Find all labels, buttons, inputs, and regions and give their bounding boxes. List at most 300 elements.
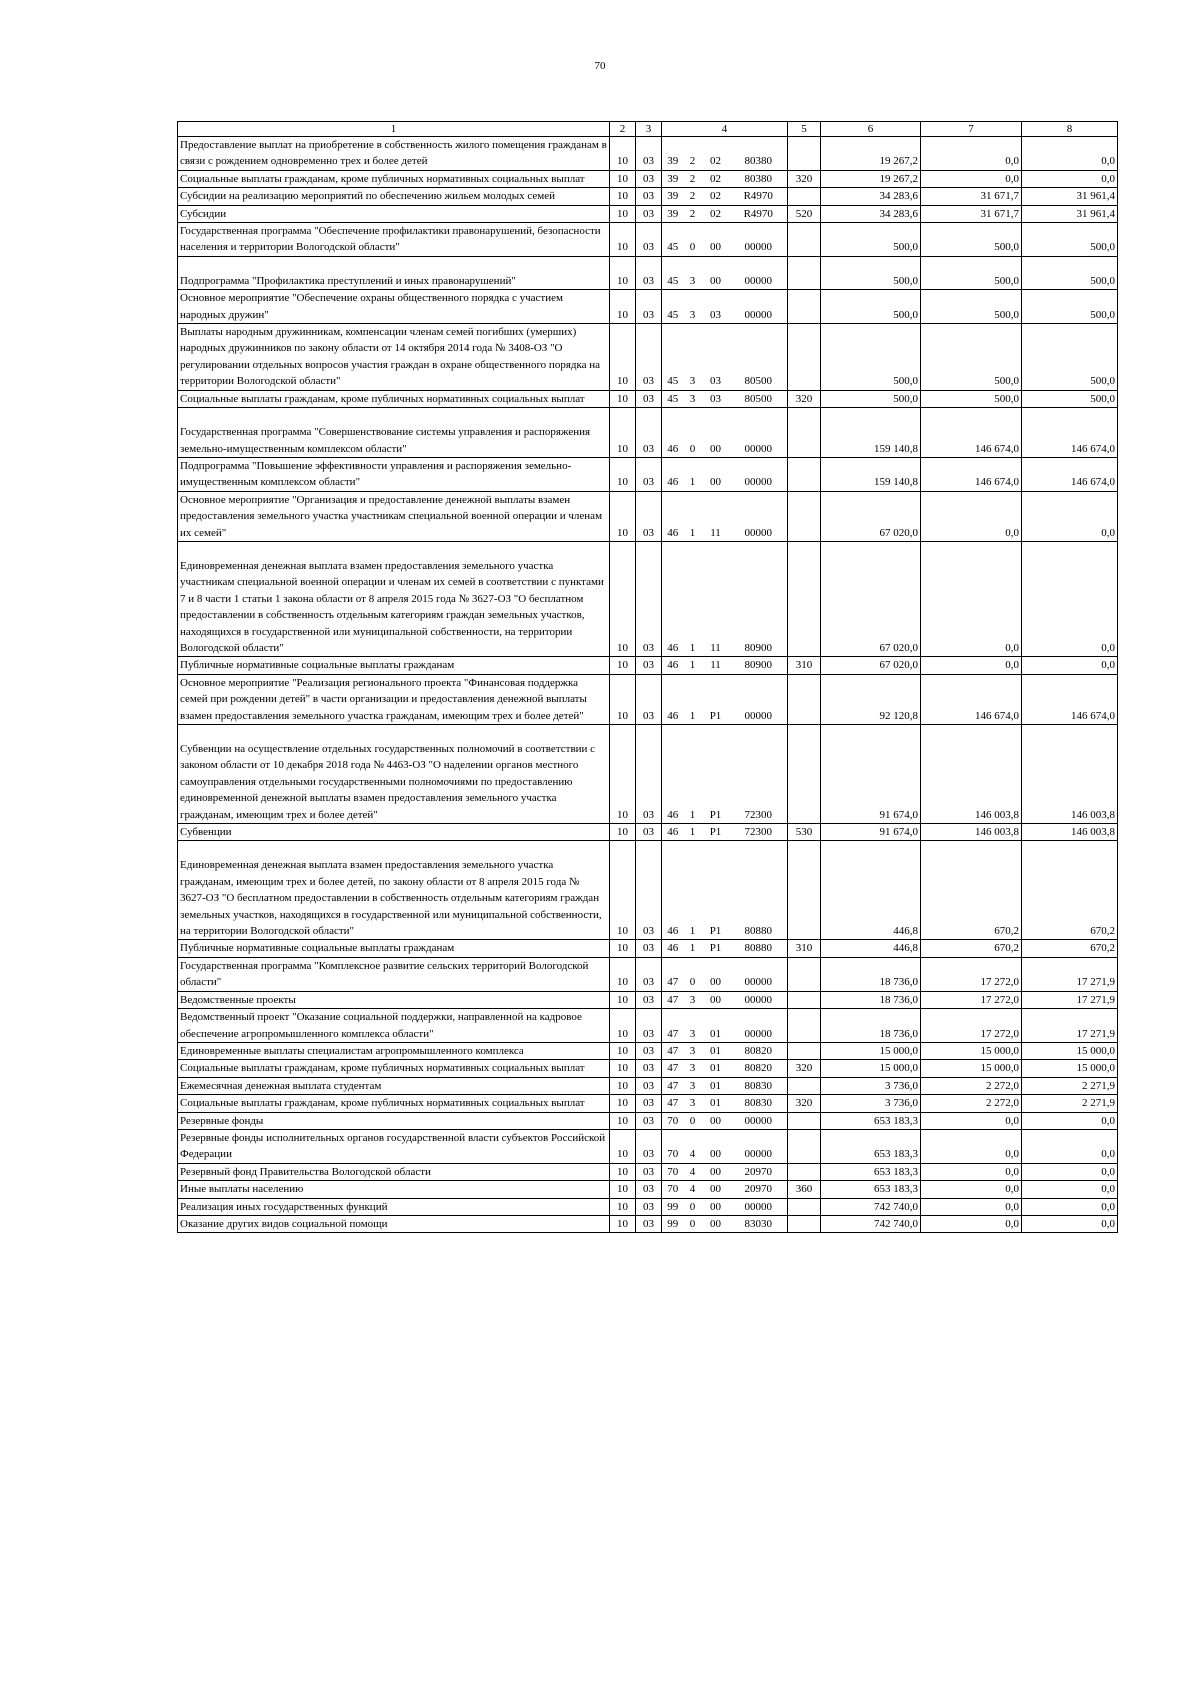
target-code-activity: 00 [702,457,730,491]
target-code-subprogram: 3 [684,324,702,391]
target-code-program: 46 [662,674,684,724]
row-name: Ведомственный проект "Оказание социальной поддержки, направленной на кадровое обеспечение агропромышленного комплекса области" [178,1009,610,1043]
subsection-code: 03 [636,1198,662,1215]
expense-type-code [788,1198,821,1215]
row-name: Государственная программа "Совершенствование системы управления и распоряжения земельно-имущественным комплексом области" [178,408,610,458]
amount-col-8: 17 271,9 [1022,1009,1118,1043]
section-code: 10 [610,1077,636,1094]
target-code-activity: 00 [702,1198,730,1215]
subsection-code: 03 [636,1112,662,1129]
target-code-subprogram: 1 [684,541,702,656]
row-name: Социальные выплаты гражданам, кроме публичных нормативных социальных выплат [178,390,610,407]
section-code: 10 [610,1129,636,1163]
table-row [178,1060,1118,1077]
section-code: 10 [610,223,636,257]
target-code-program: 46 [662,824,684,841]
expense-type-code [788,223,821,257]
expense-type-code [788,1163,821,1180]
header-cell: 4 [662,122,788,137]
target-code-program: 46 [662,725,684,824]
section-code: 10 [610,1112,636,1129]
subsection-code: 03 [636,1215,662,1232]
amount-col-6: 159 140,8 [821,457,921,491]
target-code-program: 39 [662,170,684,187]
table-row [178,408,1118,458]
table-row [178,223,1118,257]
subsection-code: 03 [636,657,662,674]
target-code-direction: R4970 [730,205,788,222]
expense-type-code [788,1042,821,1059]
amount-col-7: 146 003,8 [921,725,1022,824]
target-code-direction: R4970 [730,188,788,205]
amount-col-6: 67 020,0 [821,491,921,541]
amount-col-6: 67 020,0 [821,657,921,674]
amount-col-8: 0,0 [1022,657,1118,674]
table-row [178,541,1118,656]
table-row [178,1112,1118,1129]
amount-col-7: 17 272,0 [921,1009,1022,1043]
section-code: 10 [610,841,636,940]
target-code-subprogram: 3 [684,290,702,324]
target-code-direction: 00000 [730,674,788,724]
amount-col-8: 146 674,0 [1022,457,1118,491]
expense-type-code: 320 [788,170,821,187]
table-row [178,170,1118,187]
subsection-code: 03 [636,457,662,491]
amount-col-6: 653 183,3 [821,1163,921,1180]
amount-col-6: 91 674,0 [821,824,921,841]
amount-col-8: 146 674,0 [1022,674,1118,724]
subsection-code: 03 [636,188,662,205]
amount-col-7: 0,0 [921,1163,1022,1180]
amount-col-7: 15 000,0 [921,1042,1022,1059]
subsection-code: 03 [636,1060,662,1077]
amount-col-6: 653 183,3 [821,1129,921,1163]
amount-col-6: 500,0 [821,324,921,391]
amount-col-6: 653 183,3 [821,1181,921,1198]
table-row [178,1163,1118,1180]
table-row [178,991,1118,1008]
target-code-direction: 80380 [730,137,788,171]
target-code-program: 99 [662,1198,684,1215]
target-code-direction: 00000 [730,290,788,324]
amount-col-8: 146 003,8 [1022,824,1118,841]
amount-col-7: 2 272,0 [921,1077,1022,1094]
section-code: 10 [610,457,636,491]
amount-col-6: 3 736,0 [821,1077,921,1094]
amount-col-8: 0,0 [1022,1112,1118,1129]
amount-col-6: 19 267,2 [821,170,921,187]
target-code-program: 47 [662,1042,684,1059]
table-row [178,491,1118,541]
target-code-program: 39 [662,188,684,205]
row-name: Оказание других видов социальной помощи [178,1215,610,1232]
row-name: Резервный фонд Правительства Вологодской области [178,1163,610,1180]
subsection-code: 03 [636,824,662,841]
row-name: Единовременная денежная выплата взамен предоставления земельного участка гражданам, имеющим трех и более детей, по закону области от 8 апреля 2015 года № 3627-ОЗ "О бесплатном предоставлении в собственность отдельным категориям граждан земельных участков, находящихся в государственной или муниципальной собственности, на территории Вологодской области" [178,841,610,940]
expense-type-code [788,457,821,491]
expense-type-code [788,674,821,724]
target-code-direction: 00000 [730,223,788,257]
target-code-subprogram: 2 [684,137,702,171]
target-code-activity: 01 [702,1095,730,1112]
section-code: 10 [610,657,636,674]
table-row [178,324,1118,391]
amount-col-8: 0,0 [1022,1163,1118,1180]
target-code-subprogram: 3 [684,1042,702,1059]
target-code-subprogram: 3 [684,390,702,407]
expense-type-code: 320 [788,1060,821,1077]
header-row [178,122,1118,137]
subsection-code: 03 [636,223,662,257]
amount-col-7: 500,0 [921,390,1022,407]
table-row [178,957,1118,991]
target-code-direction: 83030 [730,1215,788,1232]
amount-col-6: 500,0 [821,390,921,407]
target-code-activity: 03 [702,324,730,391]
target-code-program: 47 [662,1077,684,1094]
amount-col-6: 15 000,0 [821,1060,921,1077]
section-code: 10 [610,957,636,991]
amount-col-6: 500,0 [821,256,921,289]
section-code: 10 [610,1198,636,1215]
target-code-program: 47 [662,1095,684,1112]
row-name: Государственная программа "Обеспечение профилактики правонарушений, безопасности населения и территории Вологодской области" [178,223,610,257]
amount-col-8: 670,2 [1022,940,1118,957]
amount-col-7: 17 272,0 [921,957,1022,991]
amount-col-8: 146 674,0 [1022,408,1118,458]
row-name: Резервные фонды исполнительных органов государственной власти субъектов Российской Федерации [178,1129,610,1163]
target-code-program: 70 [662,1129,684,1163]
row-name: Подпрограмма "Профилактика преступлений и иных правонарушений" [178,256,610,289]
amount-col-7: 0,0 [921,1198,1022,1215]
target-code-activity: 02 [702,137,730,171]
row-name: Социальные выплаты гражданам, кроме публичных нормативных социальных выплат [178,1095,610,1112]
amount-col-7: 670,2 [921,841,1022,940]
amount-col-6: 34 283,6 [821,188,921,205]
section-code: 10 [610,824,636,841]
subsection-code: 03 [636,841,662,940]
target-code-subprogram: 1 [684,940,702,957]
expense-type-code [788,324,821,391]
expense-type-code [788,541,821,656]
expense-type-code: 320 [788,390,821,407]
table-row [178,188,1118,205]
target-code-direction: 00000 [730,991,788,1008]
amount-col-8: 500,0 [1022,223,1118,257]
target-code-subprogram: 0 [684,223,702,257]
subsection-code: 03 [636,390,662,407]
target-code-program: 70 [662,1112,684,1129]
expense-type-code: 530 [788,824,821,841]
target-code-direction: 80500 [730,324,788,391]
row-name: Единовременная денежная выплата взамен предоставления земельного участка участникам специальной военной операции и членам их семей в соответствии с пунктами 7 и 8 части 1 статьи 1 закона области от 8 апреля 2015 года № 3627-ОЗ "О бесплатном предоставлении в собственность отдельным категориям граждан земельных участков, находящихся в государственной или муниципальной собственности, на территории Вологодской области" [178,541,610,656]
target-code-subprogram: 3 [684,1077,702,1094]
section-code: 10 [610,1181,636,1198]
row-name: Социальные выплаты гражданам, кроме публичных нормативных социальных выплат [178,170,610,187]
amount-col-8: 31 961,4 [1022,188,1118,205]
row-name: Единовременные выплаты специалистам агропромышленного комплекса [178,1042,610,1059]
amount-col-8: 0,0 [1022,541,1118,656]
target-code-subprogram: 2 [684,188,702,205]
section-code: 10 [610,170,636,187]
table-row [178,137,1118,171]
amount-col-7: 15 000,0 [921,1060,1022,1077]
amount-col-6: 446,8 [821,841,921,940]
expense-type-code [788,1077,821,1094]
section-code: 10 [610,1009,636,1043]
target-code-direction: 80880 [730,940,788,957]
target-code-subprogram: 2 [684,170,702,187]
target-code-activity: 00 [702,1129,730,1163]
subsection-code: 03 [636,1077,662,1094]
target-code-subprogram: 1 [684,674,702,724]
expense-type-code [788,491,821,541]
target-code-program: 46 [662,491,684,541]
target-code-activity: 02 [702,170,730,187]
target-code-program: 46 [662,940,684,957]
subsection-code: 03 [636,1095,662,1112]
target-code-program: 46 [662,841,684,940]
target-code-direction: 00000 [730,457,788,491]
amount-col-7: 670,2 [921,940,1022,957]
target-code-program: 46 [662,457,684,491]
amount-col-8: 0,0 [1022,1198,1118,1215]
amount-col-8: 0,0 [1022,1181,1118,1198]
target-code-activity: 00 [702,1181,730,1198]
row-name: Иные выплаты населению [178,1181,610,1198]
amount-col-7: 0,0 [921,541,1022,656]
target-code-direction: 80500 [730,390,788,407]
target-code-subprogram: 1 [684,841,702,940]
target-code-direction: 00000 [730,957,788,991]
subsection-code: 03 [636,205,662,222]
target-code-activity: 11 [702,541,730,656]
target-code-subprogram: 1 [684,725,702,824]
target-code-activity: 00 [702,1112,730,1129]
subsection-code: 03 [636,725,662,824]
expense-type-code [788,1215,821,1232]
expense-type-code [788,408,821,458]
target-code-activity: 11 [702,657,730,674]
amount-col-8: 500,0 [1022,290,1118,324]
section-code: 10 [610,205,636,222]
section-code: 10 [610,541,636,656]
row-name: Ежемесячная денежная выплата студентам [178,1077,610,1094]
target-code-activity: 00 [702,1215,730,1232]
amount-col-7: 2 272,0 [921,1095,1022,1112]
amount-col-6: 500,0 [821,223,921,257]
section-code: 10 [610,188,636,205]
amount-col-8: 0,0 [1022,1129,1118,1163]
subsection-code: 03 [636,1163,662,1180]
target-code-subprogram: 4 [684,1163,702,1180]
table-row [178,1215,1118,1232]
amount-col-7: 0,0 [921,170,1022,187]
budget-table [177,121,1118,1233]
amount-col-7: 146 674,0 [921,408,1022,458]
target-code-subprogram: 1 [684,491,702,541]
target-code-subprogram: 0 [684,1215,702,1232]
section-code: 10 [610,940,636,957]
section-code: 10 [610,1060,636,1077]
row-name: Основное мероприятие "Обеспечение охраны общественного порядка с участием народных дружин" [178,290,610,324]
amount-col-7: 31 671,7 [921,205,1022,222]
table-row [178,841,1118,940]
target-code-direction: 80380 [730,170,788,187]
target-code-program: 39 [662,137,684,171]
header-cell: 3 [636,122,662,137]
amount-col-6: 500,0 [821,290,921,324]
table-row [178,940,1118,957]
target-code-direction: 00000 [730,256,788,289]
target-code-direction: 80820 [730,1042,788,1059]
target-code-program: 45 [662,390,684,407]
target-code-direction: 00000 [730,1009,788,1043]
section-code: 10 [610,1215,636,1232]
table-row [178,1129,1118,1163]
amount-col-7: 146 674,0 [921,457,1022,491]
row-name: Публичные нормативные социальные выплаты гражданам [178,940,610,957]
target-code-direction: 80900 [730,657,788,674]
header-cell: 5 [788,122,821,137]
target-code-activity: P1 [702,940,730,957]
table-row [178,205,1118,222]
target-code-activity: 00 [702,408,730,458]
target-code-program: 70 [662,1181,684,1198]
row-name: Реализация иных государственных функций [178,1198,610,1215]
subsection-code: 03 [636,541,662,656]
table-row [178,1077,1118,1094]
row-name: Резервные фонды [178,1112,610,1129]
target-code-direction: 80830 [730,1077,788,1094]
target-code-program: 70 [662,1163,684,1180]
section-code: 10 [610,491,636,541]
amount-col-8: 500,0 [1022,390,1118,407]
amount-col-7: 146 674,0 [921,674,1022,724]
target-code-activity: 00 [702,957,730,991]
amount-col-7: 0,0 [921,657,1022,674]
table-row [178,725,1118,824]
row-name: Субвенции [178,824,610,841]
row-name: Подпрограмма "Повышение эффективности управления и распоряжения земельно-имущественным комплексом области" [178,457,610,491]
expense-type-code: 360 [788,1181,821,1198]
target-code-subprogram: 4 [684,1181,702,1198]
table-row [178,457,1118,491]
section-code: 10 [610,1163,636,1180]
expense-type-code [788,290,821,324]
target-code-direction: 20970 [730,1163,788,1180]
target-code-direction: 72300 [730,824,788,841]
amount-col-7: 0,0 [921,1129,1022,1163]
expense-type-code [788,1009,821,1043]
row-name: Выплаты народным дружинникам, компенсации членам семей погибших (умерших) народных дружинников по закону области от 14 октября 2014 года № 3408-ОЗ "О регулировании отдельных вопросов участия граждан в охране общественного порядка на территории Вологодской области" [178,324,610,391]
expense-type-code [788,725,821,824]
amount-col-8: 15 000,0 [1022,1060,1118,1077]
table-row [178,824,1118,841]
amount-col-6: 91 674,0 [821,725,921,824]
amount-col-8: 670,2 [1022,841,1118,940]
amount-col-7: 0,0 [921,1215,1022,1232]
amount-col-6: 15 000,0 [821,1042,921,1059]
page-number: 70 [594,60,606,72]
amount-col-6: 446,8 [821,940,921,957]
target-code-activity: P1 [702,824,730,841]
target-code-program: 45 [662,324,684,391]
amount-col-8: 500,0 [1022,256,1118,289]
expense-type-code [788,991,821,1008]
row-name: Публичные нормативные социальные выплаты гражданам [178,657,610,674]
section-code: 10 [610,1095,636,1112]
amount-col-8: 0,0 [1022,1215,1118,1232]
subsection-code: 03 [636,940,662,957]
amount-col-8: 500,0 [1022,324,1118,391]
target-code-direction: 00000 [730,1112,788,1129]
subsection-code: 03 [636,1129,662,1163]
target-code-subprogram: 3 [684,991,702,1008]
expense-type-code [788,841,821,940]
target-code-subprogram: 3 [684,1009,702,1043]
subsection-code: 03 [636,256,662,289]
row-name: Основное мероприятие "Организация и предоставление денежной выплаты взамен предоставления земельного участка участникам специальной военной операции и членам их семей" [178,491,610,541]
amount-col-7: 500,0 [921,223,1022,257]
target-code-program: 45 [662,256,684,289]
amount-col-8: 2 271,9 [1022,1077,1118,1094]
amount-col-6: 92 120,8 [821,674,921,724]
target-code-subprogram: 3 [684,1060,702,1077]
target-code-direction: 80820 [730,1060,788,1077]
table-row [178,674,1118,724]
expense-type-code: 310 [788,657,821,674]
subsection-code: 03 [636,491,662,541]
subsection-code: 03 [636,290,662,324]
table-row [178,290,1118,324]
amount-col-6: 18 736,0 [821,957,921,991]
target-code-program: 46 [662,657,684,674]
target-code-activity: 00 [702,256,730,289]
target-code-activity: 11 [702,491,730,541]
target-code-activity: P1 [702,725,730,824]
expense-type-code: 520 [788,205,821,222]
section-code: 10 [610,1042,636,1059]
target-code-subprogram: 4 [684,1129,702,1163]
table-row [178,1181,1118,1198]
target-code-program: 47 [662,991,684,1008]
expense-type-code [788,188,821,205]
section-code: 10 [610,991,636,1008]
target-code-activity: 01 [702,1009,730,1043]
target-code-activity: P1 [702,841,730,940]
target-code-activity: 01 [702,1060,730,1077]
table-body [178,122,1118,1233]
target-code-direction: 00000 [730,408,788,458]
subsection-code: 03 [636,137,662,171]
amount-col-8: 146 003,8 [1022,725,1118,824]
target-code-subprogram: 0 [684,957,702,991]
target-code-subprogram: 0 [684,1112,702,1129]
target-code-program: 45 [662,290,684,324]
amount-col-6: 67 020,0 [821,541,921,656]
header-cell: 2 [610,122,636,137]
section-code: 10 [610,408,636,458]
target-code-program: 99 [662,1215,684,1232]
amount-col-8: 0,0 [1022,137,1118,171]
row-name: Социальные выплаты гражданам, кроме публичных нормативных социальных выплат [178,1060,610,1077]
target-code-subprogram: 0 [684,1198,702,1215]
expense-type-code [788,957,821,991]
expense-type-code [788,1129,821,1163]
target-code-direction: 80830 [730,1095,788,1112]
